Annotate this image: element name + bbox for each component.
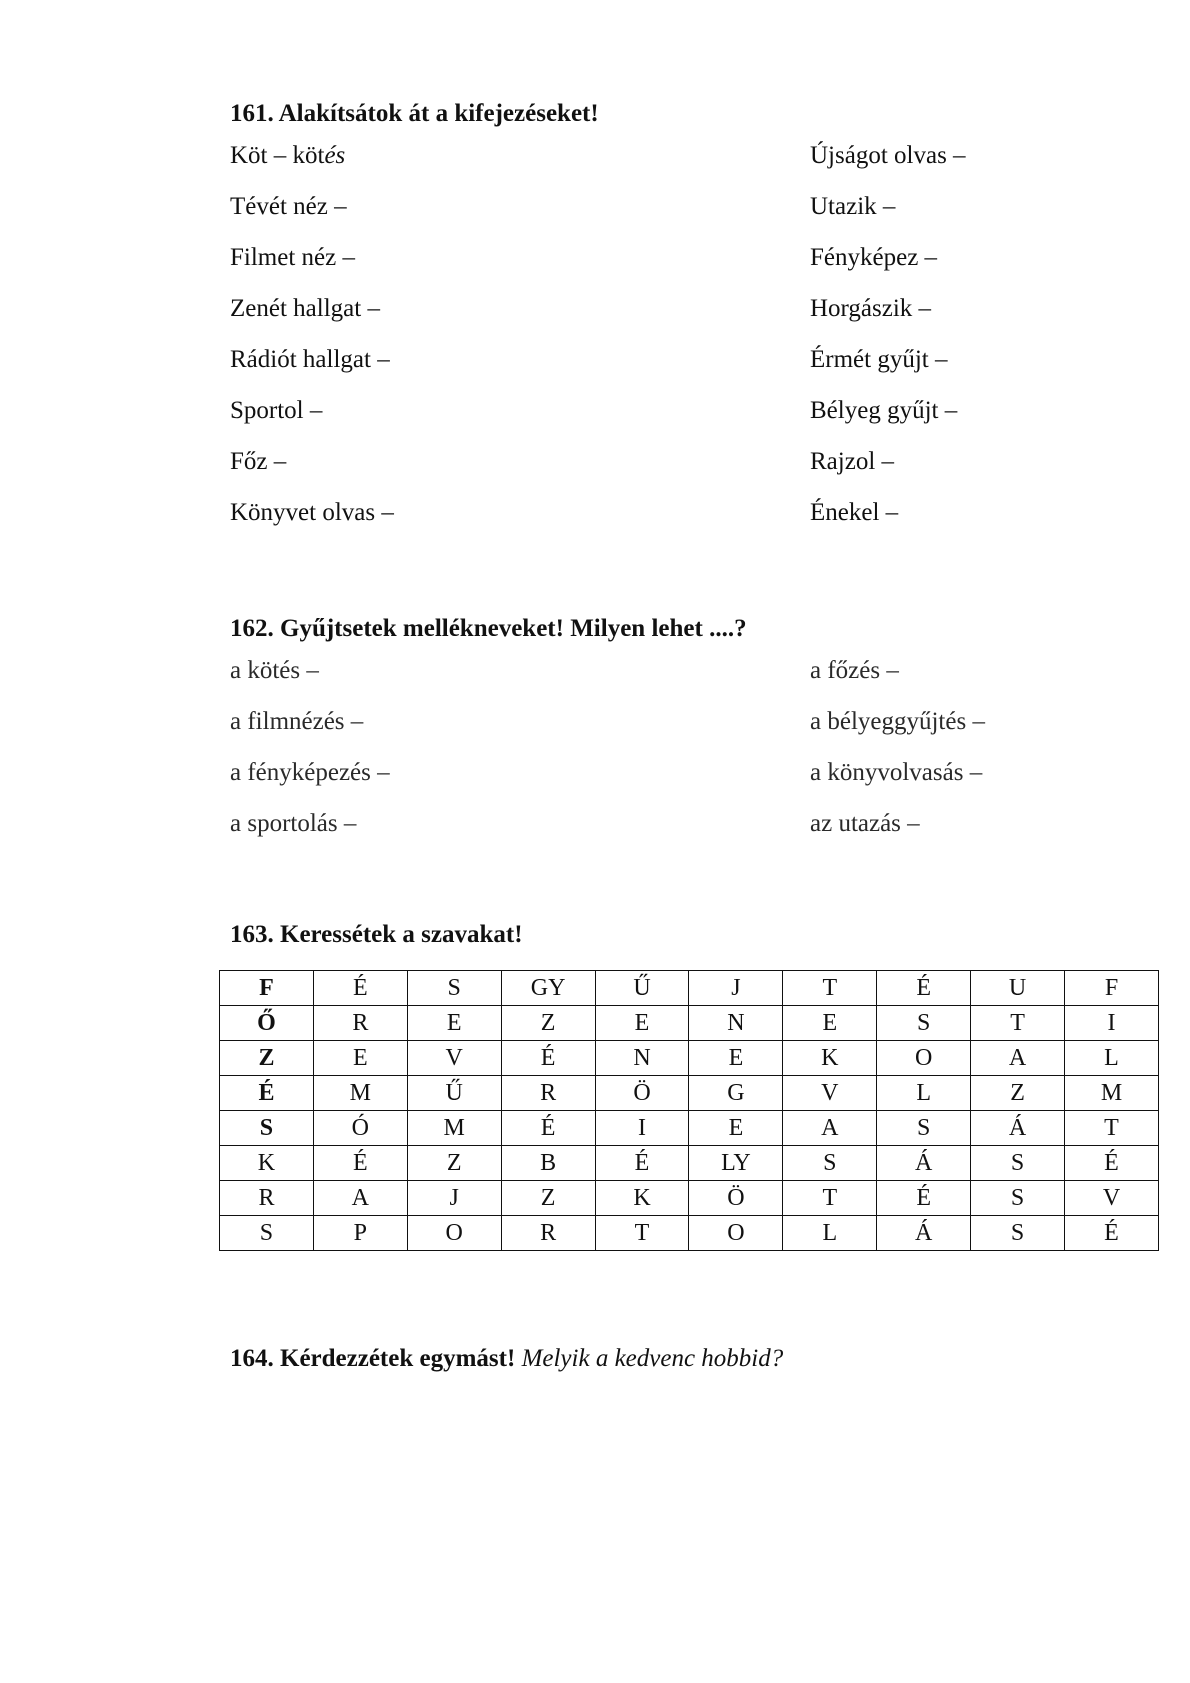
exercise-161-right-item: Rajzol – (810, 448, 895, 475)
grid-cell: Z (501, 1181, 595, 1216)
grid-cell: R (501, 1076, 595, 1111)
exercise-162-row (230, 758, 1160, 788)
grid-cell: S (407, 971, 501, 1006)
exercise-162-left-item: a filmnézés – (230, 708, 364, 735)
exercise-161-row (230, 294, 1160, 324)
exercise-161-right-item: Érmét gyűjt – (810, 346, 948, 373)
exercise-164-title (230, 1344, 1160, 1374)
grid-cell: B (501, 1146, 595, 1181)
grid-cell: Z (971, 1076, 1065, 1111)
exercise-163 (230, 920, 1160, 950)
exercise-161-row (230, 447, 1160, 477)
grid-cell: R (220, 1181, 314, 1216)
grid-cell: Á (877, 1216, 971, 1251)
grid-cell: S (877, 1111, 971, 1146)
word-search-grid (219, 970, 1159, 1251)
exercise-162-row (230, 809, 1160, 839)
exercise-161-right-item: Utazik – (810, 193, 896, 220)
grid-cell: S (220, 1111, 314, 1146)
exercise-161-row (230, 141, 1160, 171)
exercise-161-row (230, 345, 1160, 375)
grid-row (220, 1076, 1159, 1111)
exercise-161-left-item: Tévét néz – (230, 193, 347, 220)
grid-cell: É (313, 1146, 407, 1181)
exercise-161-row (230, 192, 1160, 222)
grid-cell: M (407, 1111, 501, 1146)
exercise-162-left-item: a sportolás – (230, 810, 357, 837)
grid-cell: P (313, 1216, 407, 1251)
grid-cell: Ű (407, 1076, 501, 1111)
grid-cell: E (407, 1006, 501, 1041)
grid-cell: T (783, 1181, 877, 1216)
exercise-162-right-item: a főzés – (810, 657, 899, 684)
grid-cell: É (1065, 1146, 1159, 1181)
exercise-162-row (230, 707, 1160, 737)
grid-cell: O (407, 1216, 501, 1251)
grid-cell: I (595, 1111, 689, 1146)
grid-cell: J (407, 1181, 501, 1216)
grid-row (220, 1146, 1159, 1181)
grid-cell: Ű (595, 971, 689, 1006)
grid-cell: S (971, 1216, 1065, 1251)
grid-cell: É (501, 1041, 595, 1076)
grid-cell: T (971, 1006, 1065, 1041)
grid-cell: R (313, 1006, 407, 1041)
grid-cell: N (595, 1041, 689, 1076)
grid-cell: E (313, 1041, 407, 1076)
grid-row (220, 1181, 1159, 1216)
grid-cell: T (595, 1216, 689, 1251)
grid-row (220, 1216, 1159, 1251)
exercise-161-right-item: Fényképez – (810, 244, 938, 271)
grid-cell: Á (877, 1146, 971, 1181)
exercise-161-row (230, 243, 1160, 273)
grid-cell: M (1065, 1076, 1159, 1111)
grid-cell: Ő (220, 1006, 314, 1041)
grid-row (220, 1111, 1159, 1146)
grid-cell: E (689, 1041, 783, 1076)
exercise-161-left-item: Könyvet olvas – (230, 499, 394, 526)
exercise-161-row (230, 396, 1160, 426)
exercise-161-right-item: Horgászik – (810, 295, 932, 322)
grid-cell: É (877, 971, 971, 1006)
grid-cell: O (877, 1041, 971, 1076)
grid-cell: S (971, 1181, 1065, 1216)
grid-cell: Á (971, 1111, 1065, 1146)
grid-cell: L (877, 1076, 971, 1111)
grid-cell: G (689, 1076, 783, 1111)
grid-cell: A (971, 1041, 1065, 1076)
exercise-162-row (230, 656, 1160, 686)
grid-cell: T (1065, 1111, 1159, 1146)
exercise-162-rows (230, 656, 1160, 856)
exercise-161-right-item: Énekel – (810, 499, 899, 526)
exercise-161-left-item: Főz – (230, 448, 287, 475)
grid-cell: S (971, 1146, 1065, 1181)
grid-cell: Z (220, 1041, 314, 1076)
grid-cell: É (220, 1076, 314, 1111)
exercise-162 (230, 614, 1160, 856)
grid-cell: E (783, 1006, 877, 1041)
grid-cell: V (783, 1076, 877, 1111)
grid-row (220, 1041, 1159, 1076)
grid-cell: É (877, 1181, 971, 1216)
exercise-161-row (230, 498, 1160, 528)
grid-cell: M (313, 1076, 407, 1111)
grid-cell: E (689, 1111, 783, 1146)
exercise-161-right-item: Újságot olvas – (810, 142, 966, 169)
exercise-161-left-item: Zenét hallgat – (230, 295, 380, 322)
grid-cell: S (220, 1216, 314, 1251)
grid-cell: V (407, 1041, 501, 1076)
grid-cell: É (595, 1146, 689, 1181)
grid-cell: I (1065, 1006, 1159, 1041)
grid-cell: F (220, 971, 314, 1006)
grid-cell: F (1065, 971, 1159, 1006)
grid-cell: É (501, 1111, 595, 1146)
grid-cell: Z (407, 1146, 501, 1181)
grid-cell: É (1065, 1216, 1159, 1251)
example-suffix: és (324, 142, 346, 169)
grid-cell: S (877, 1006, 971, 1041)
exercise-162-title: 162. Gyűjtsetek mellékneveket! Milyen lehet ....? (230, 615, 747, 642)
grid-cell: E (595, 1006, 689, 1041)
exercise-161-left-item: Filmet néz – (230, 244, 355, 271)
exercise-164-question: Melyik a kedvenc hobbid? (521, 1345, 784, 1372)
grid-cell: Ö (689, 1181, 783, 1216)
grid-row (220, 971, 1159, 1006)
grid-cell: L (783, 1216, 877, 1251)
exercise-162-left-item: a kötés – (230, 657, 319, 684)
exercise-162-right-item: a könyvolvasás – (810, 759, 983, 786)
grid-cell: K (783, 1041, 877, 1076)
grid-cell: U (971, 971, 1065, 1006)
grid-cell: K (595, 1181, 689, 1216)
grid-cell: Z (501, 1006, 595, 1041)
grid-cell: L (1065, 1041, 1159, 1076)
exercise-161-left-item: Sportol – (230, 397, 323, 424)
grid-cell: LY (689, 1146, 783, 1181)
grid-cell: É (313, 971, 407, 1006)
exercise-162-right-item: az utazás – (810, 810, 920, 837)
exercise-162-right-item: a bélyeggyűjtés – (810, 708, 985, 735)
example-base: Köt – köt (230, 142, 325, 169)
grid-cell: S (783, 1146, 877, 1181)
exercise-163-title: 163. Keressétek a szavakat! (230, 921, 523, 948)
exercise-161-right-item: Bélyeg gyűjt – (810, 397, 958, 424)
grid-cell: GY (501, 971, 595, 1006)
exercise-161-rows (230, 141, 1160, 526)
grid-cell: J (689, 971, 783, 1006)
grid-cell: K (220, 1146, 314, 1181)
exercise-162-left-item: a fényképezés – (230, 759, 390, 786)
grid-cell: R (501, 1216, 595, 1251)
grid-cell: N (689, 1006, 783, 1041)
exercise-164 (230, 1344, 1160, 1374)
exercise-164-heading: 164. Kérdezzétek egymást! (230, 1345, 516, 1372)
grid-cell: V (1065, 1181, 1159, 1216)
exercise-161-left-item: Rádiót hallgat – (230, 346, 390, 373)
grid-cell: Ö (595, 1076, 689, 1111)
grid-cell: A (313, 1181, 407, 1216)
exercise-161-example (230, 141, 345, 171)
grid-cell: O (689, 1216, 783, 1251)
grid-cell: A (783, 1111, 877, 1146)
grid-cell: T (783, 971, 877, 1006)
exercise-161 (230, 99, 1160, 526)
grid-cell: Ó (313, 1111, 407, 1146)
grid-row (220, 1006, 1159, 1041)
exercise-161-title: 161. Alakítsátok át a kifejezéseket! (230, 100, 599, 127)
